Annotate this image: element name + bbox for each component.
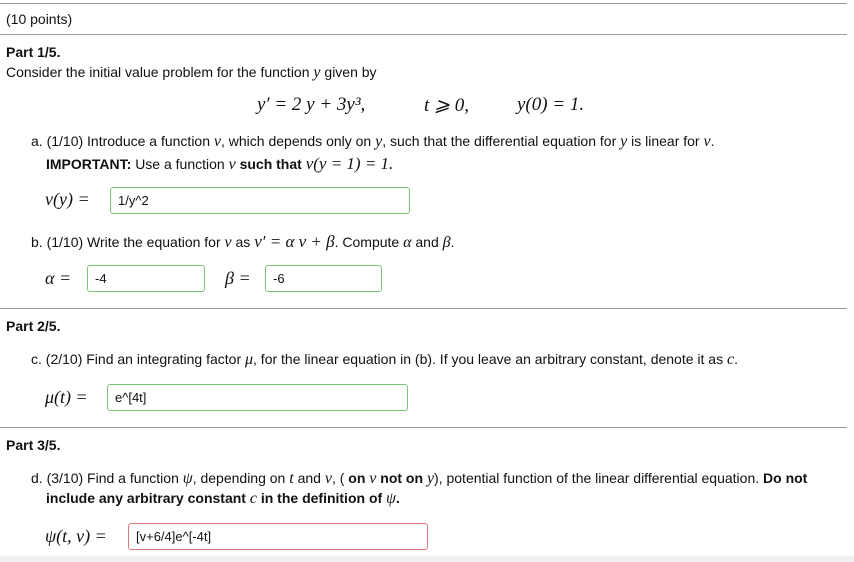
rule-below-points xyxy=(0,34,847,35)
question-d-text: d. (3/10) Find a function ψ, depending on t and v, ( on v not on y), potential function of the linear differential equation. Do not xyxy=(31,470,808,487)
beta-input[interactable]: -6 xyxy=(265,265,382,292)
part1-title: Part 1/5. xyxy=(6,44,61,60)
part2-title: Part 2/5. xyxy=(6,318,61,334)
rule-part3 xyxy=(0,427,847,428)
points-label: (10 points) xyxy=(6,11,73,27)
question-d-line2: include any arbitrary constant c in the definition of ψ. xyxy=(46,490,400,507)
bottom-strip xyxy=(0,556,854,562)
mu-label: μ(t) = xyxy=(45,387,88,407)
ode-equation: y′ = 2 y + 3y³, xyxy=(257,94,366,115)
alpha-input[interactable]: -4 xyxy=(87,265,205,292)
mu-input[interactable]: e^[4t] xyxy=(107,384,408,411)
v-answer-label: v(y) = xyxy=(45,189,90,209)
question-a-text: a. (1/10) Introduce a function v, which depends only on y, such that the differential equation for y is linear for v. xyxy=(31,133,715,150)
part1-intro: Consider the initial value problem for the function y given by xyxy=(6,64,377,81)
question-b-text: b. (1/10) Write the equation for v as v′ = α v + β. Compute α and β. xyxy=(31,232,455,251)
part3-title: Part 3/5. xyxy=(6,437,61,453)
rule-part2 xyxy=(0,308,847,309)
v-answer-input[interactable]: 1/y^2 xyxy=(110,187,410,214)
top-rule xyxy=(0,3,847,4)
question-c-text: c. (2/10) Find an integrating factor μ, for the linear equation in (b). If you leave an arbitrary constant, denote it as c. xyxy=(31,351,738,368)
psi-input[interactable]: [v+6/4]e^[-4t] xyxy=(128,523,428,550)
alpha-label: α = xyxy=(45,268,72,288)
initial-condition: y(0) = 1. xyxy=(517,94,585,115)
psi-label: ψ(t, v) = xyxy=(45,526,107,546)
question-a-important: IMPORTANT: Use a function v such that v(y = 1) = 1. xyxy=(46,154,394,173)
ode-condition: t ⩾ 0, xyxy=(424,95,469,116)
beta-label: β = xyxy=(225,268,251,288)
